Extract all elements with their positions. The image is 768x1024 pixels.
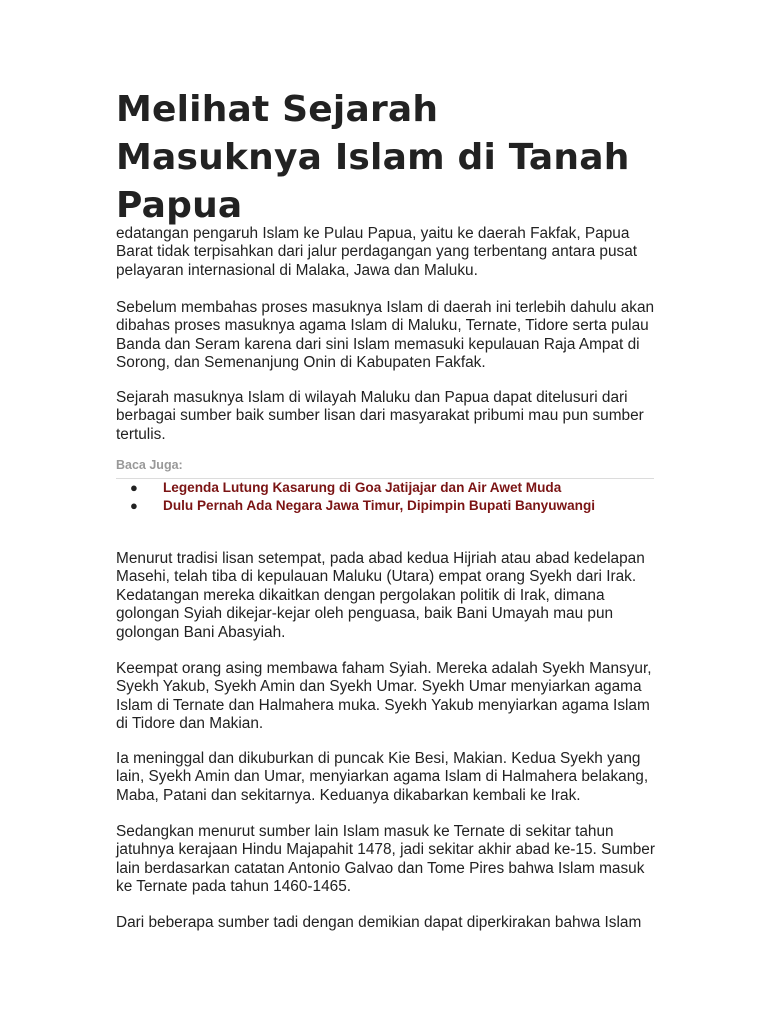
paragraph-ternate-date: Sedangkan menurut sumber lain Islam masuk ke Ternate di sekitar tahun jatuhnya kerajaan Hindu Majapahit 1478, jadi sekitar akhir abad ke-15. Sumber lain berdasarkan catatan Antonio Galvao dan Tome Pires bahwa Islam masuk ke Ternate pada tahun 1460-1465. — [116, 823, 655, 896]
bullet-icon: ● — [130, 498, 138, 513]
paragraph-maluku-context: Sebelum membahas proses masuknya Islam di daerah ini terlebih dahulu akan dibahas proses masuknya agama Islam di Maluku, Ternate, Tidore serta pulau Banda dan Seram karena dari sini Islam memasuki kepulauan Raja Ampat di Sorong, dan Semenanjung Onin di Kabupaten Fakfak. — [116, 299, 655, 372]
related-heading: Baca Juga: — [116, 458, 183, 472]
related-item — [116, 479, 656, 497]
paragraph-sources: Sejarah masuknya Islam di wilayah Maluku dan Papua dapat ditelusuri dari berbagai sumber baik sumber lisan dari masyarakat pribumi mau pun sumber tertulis. — [116, 389, 644, 443]
related-link-negara-jawa-timur[interactable]: Dulu Pernah Ada Negara Jawa Timur, Dipimpin Bupati Banyuwangi — [163, 498, 596, 513]
bullet-icon: ● — [130, 480, 138, 495]
related-link-lutung-kasarung[interactable]: Legenda Lutung Kasarung di Goa Jatijajar dan Air Awet Muda — [163, 480, 562, 495]
related-item — [116, 497, 656, 515]
paragraph-makian: Ia meninggal dan dikuburkan di puncak Kie Besi, Makian. Kedua Syekh yang lain, Syekh Amin dan Umar, menyiarkan agama Islam di Halmahera belakang, Maba, Patani dan sekitarnya. Keduanya dikabarkan kembali ke Irak. — [116, 750, 649, 804]
paragraph-four-syekh: Keempat orang asing membawa faham Syiah. Mereka adalah Syekh Mansyur, Syekh Yakub, Syekh Amin dan Syekh Umar. Syekh Umar menyiarkan agama Islam di Ternate dan Halmahera muka. Syekh Yakub menyiarkan agama Islam di Tidore dan Makian. — [116, 660, 652, 733]
paragraph-oral-tradition: Menurut tradisi lisan setempat, pada abad kedua Hijriah atau abad kedelapan Masehi, telah tiba di kepulauan Maluku (Utara) empat orang Syekh dari Irak. Kedatangan mereka dikaitkan dengan pergolakan politik di Irak, dimana golongan Syiah dikejar-kejar oleh penguasa, baik Bani Umayah mau pun golongan Bani Abasyiah. — [116, 550, 645, 641]
paragraph-intro: edatangan pengaruh Islam ke Pulau Papua, yaitu ke daerah Fakfak, Papua Barat tidak terpisahkan dari jalur perdagangan yang terbentang antara pusat pelayaran internasional di Malaka, Jawa dan Maluku. — [116, 225, 638, 279]
related-links-list — [116, 479, 656, 515]
article-title: Melihat Sejarah Masuknya Islam di Tanah Papua — [116, 89, 630, 226]
paragraph-conclusion: Dari beberapa sumber tadi dengan demikian dapat diperkirakan bahwa Islam — [116, 914, 642, 931]
